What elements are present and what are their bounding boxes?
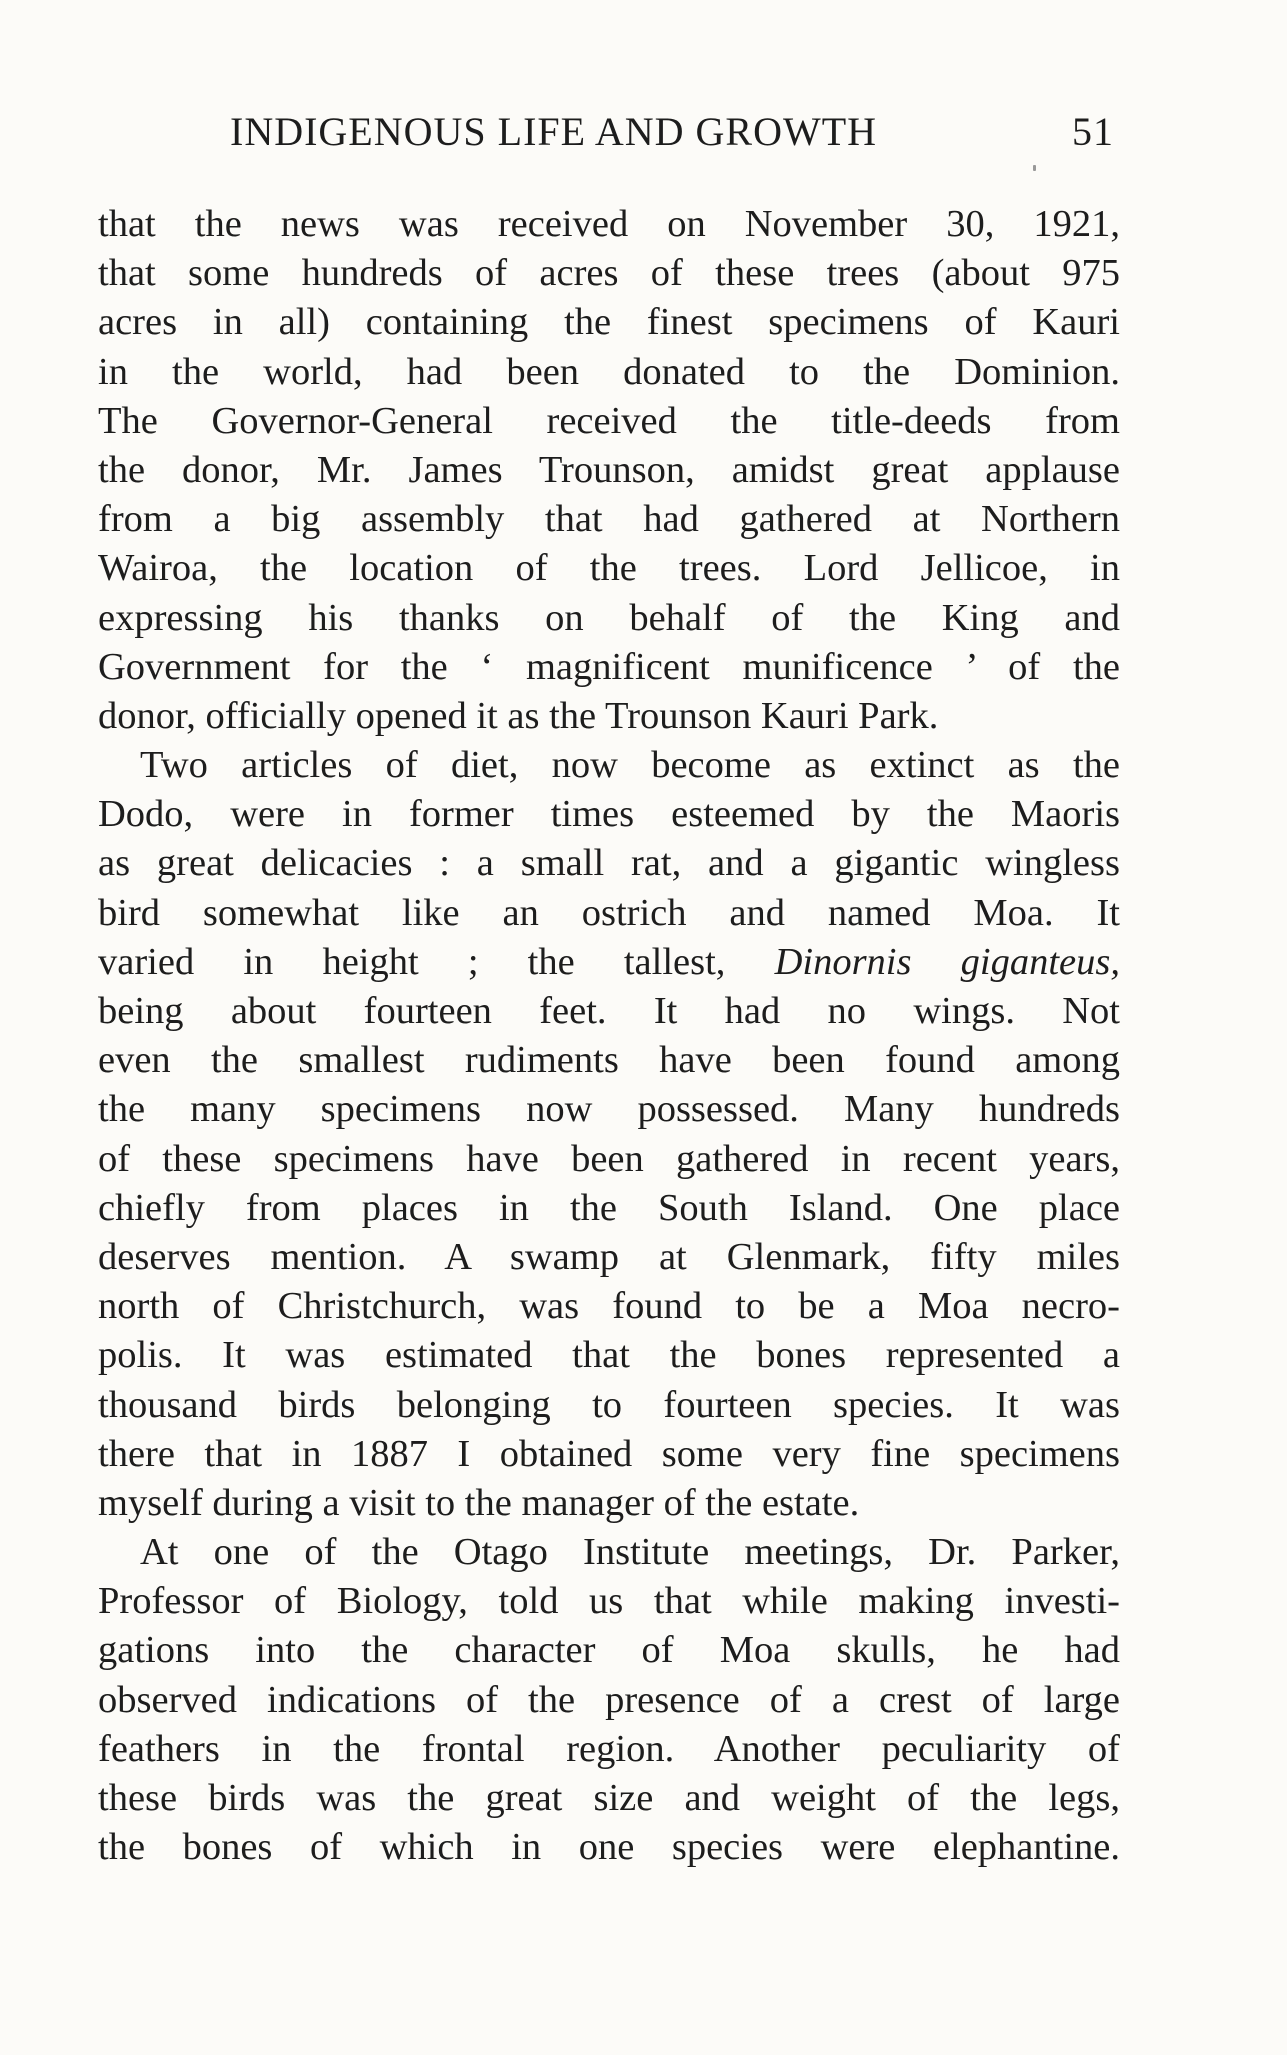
text-line: gations into the character of Moa skulls, he had xyxy=(98,1629,1120,1672)
text-line: feathers in the frontal region. Another peculiarity of xyxy=(98,1727,1120,1770)
text-line: expressing his thanks on behalf of the King and xyxy=(98,596,1120,639)
running-title: INDIGENOUS LIFE AND GROWTH xyxy=(230,109,878,154)
text-line: there that in 1887 I obtained some very fine specimens xyxy=(98,1432,1120,1475)
text-line: even the smallest rudiments have been found among xyxy=(98,1039,1120,1082)
text-line: being about fourteen feet. It had no wings. Not xyxy=(98,990,1120,1032)
text-line: Government for the ‘ magnificent munificence ’ of the xyxy=(98,645,1120,688)
text-line: At one of the Otago Institute meetings, Dr. Parker, xyxy=(140,1531,1120,1574)
text-segment: varied in height ; the tallest, xyxy=(98,940,726,983)
body-text xyxy=(98,200,1120,1872)
text-line: bird somewhat like an ostrich and named Moa. It xyxy=(98,891,1120,934)
text-line: as great delicacies : a small rat, and a gigantic wingless xyxy=(98,842,1120,885)
text-line: thousand birds belonging to fourteen species. It was xyxy=(98,1383,1120,1426)
text-line: from a big assembly that had gathered at Northern xyxy=(98,498,1120,541)
page-number: 51 xyxy=(1072,109,1114,154)
text-line: deserves mention. A swamp at Glenmark, fifty miles xyxy=(98,1235,1120,1278)
text-line: chiefly from places in the South Island. One place xyxy=(98,1186,1120,1229)
italic-species-name: Dinornis giganteus, xyxy=(774,940,1120,983)
text-line: polis. It was estimated that the bones represented a xyxy=(98,1334,1120,1377)
running-head xyxy=(230,108,1122,168)
text-line: north of Christchurch, was found to be a Moa necro- xyxy=(98,1285,1120,1328)
text-line: these birds was the great size and weight of the legs, xyxy=(98,1777,1120,1819)
text-line: acres in all) containing the finest specimens of Kauri xyxy=(98,301,1120,344)
text-line: the bones of which in one species were elephantine. xyxy=(98,1826,1120,1869)
text-line: that the news was received on November 30, 1921, xyxy=(98,203,1120,245)
text-line: the donor, Mr. James Trounson, amidst great applause xyxy=(98,448,1120,491)
text-line: donor, officially opened it as the Trounson Kauri Park. xyxy=(98,694,939,737)
text-line: observed indications of the presence of a crest of large xyxy=(98,1678,1120,1721)
text-line: Two articles of diet, now become as extinct as the xyxy=(140,744,1120,787)
text-line: Dodo, were in former times esteemed by the Maoris xyxy=(98,793,1120,836)
print-speck xyxy=(1033,165,1036,171)
text-line: The Governor-General received the title-deeds from xyxy=(98,399,1120,442)
text-line: in the world, had been donated to the Dominion. xyxy=(98,350,1120,393)
text-line: that some hundreds of acres of these trees (about 975 xyxy=(98,252,1120,295)
text-line-with-italic xyxy=(98,938,1120,987)
text-line: of these specimens have been gathered in recent years, xyxy=(98,1137,1120,1180)
text-line: Wairoa, the location of the trees. Lord Jellicoe, in xyxy=(98,547,1120,590)
text-line: the many specimens now possessed. Many hundreds xyxy=(98,1088,1120,1131)
text-line: myself during a visit to the manager of the estate. xyxy=(98,1481,860,1524)
text-line: Professor of Biology, told us that while making investi- xyxy=(98,1580,1120,1623)
